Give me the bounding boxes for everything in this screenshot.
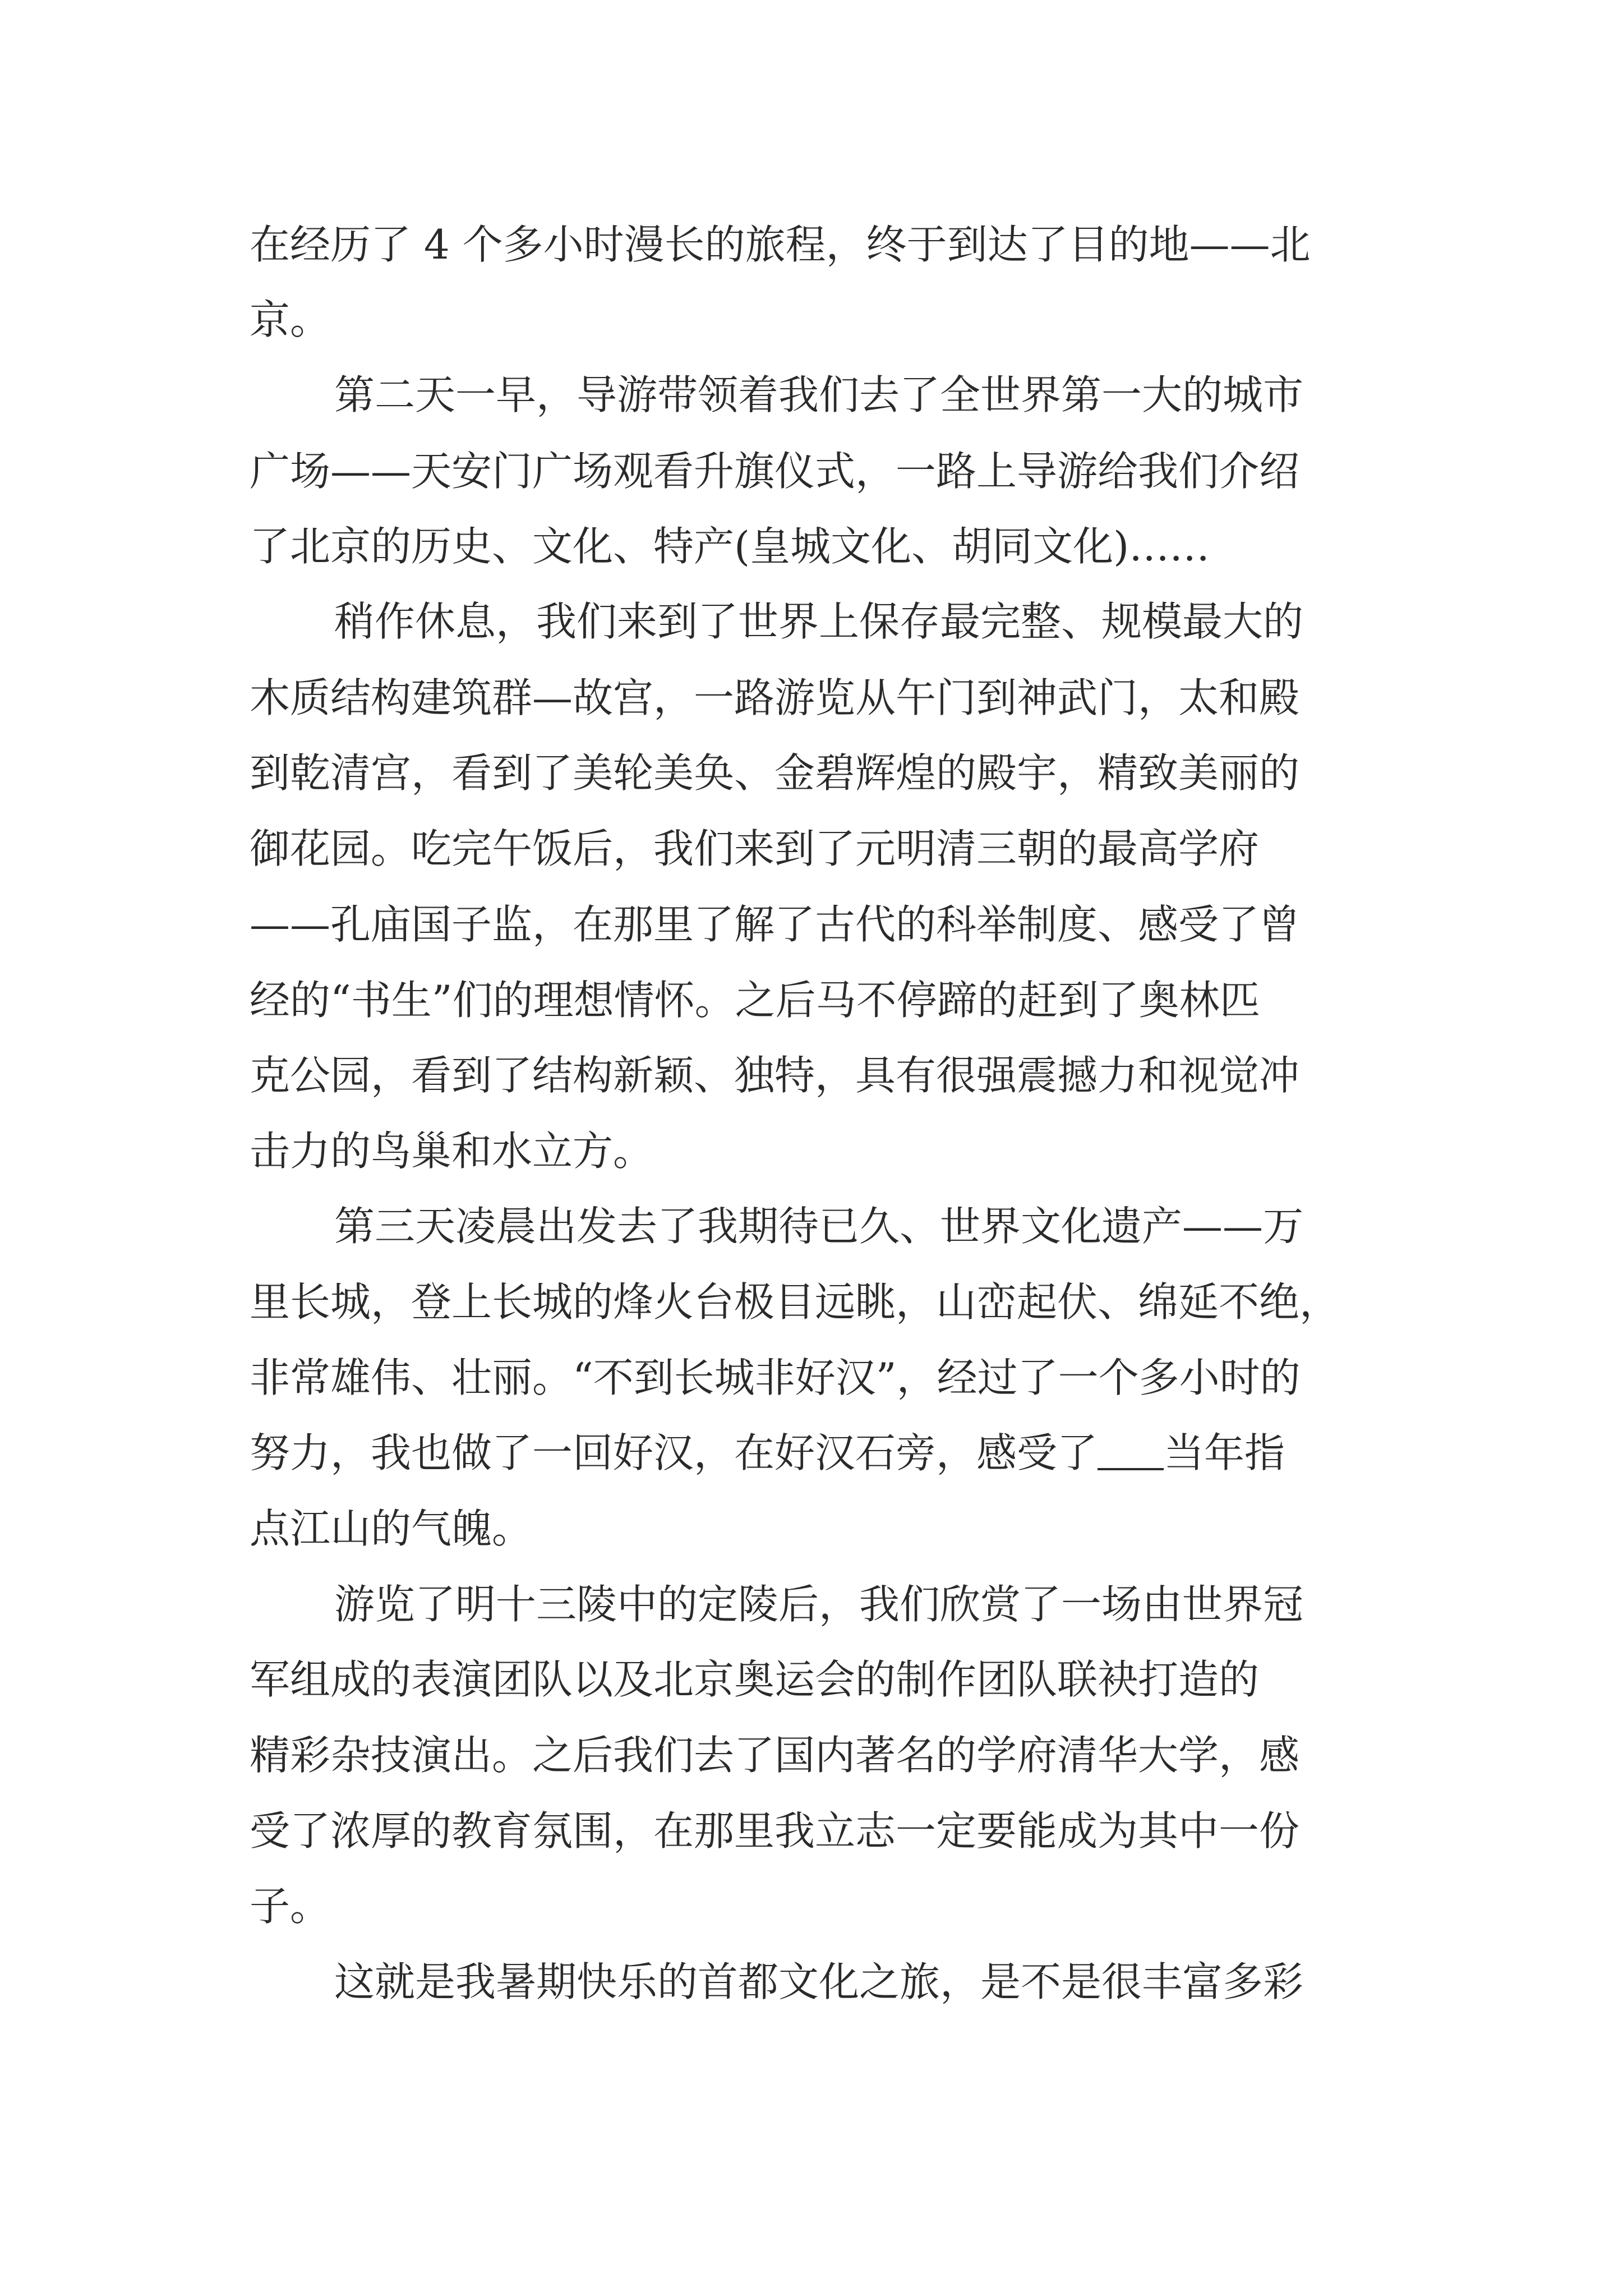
text-line: ——孔庙国子监，在那里了解了古代的科举制度、感受了曾	[250, 901, 1300, 948]
text-line: 里长城，登上长城的烽火台极目远眺，山峦起伏、绵延不绝，	[250, 1278, 1340, 1326]
text-line: 在经历了 4 个多小时漫长的旅程，终于到达了目的地——北	[250, 221, 1311, 268]
text-line: 京。	[250, 296, 331, 343]
text-line: 子。	[250, 1883, 331, 1930]
text-line-segment: 努力，我也做了一回好汉，在好汉石旁，感受了	[250, 1429, 1098, 1476]
text-line: 木质结构建筑群—故宫，一路游览从午门到神武门，太和殿	[250, 674, 1300, 721]
text-line: 广场——天安门广场观看升旗仪式，一路上导游给我们介绍	[250, 448, 1300, 495]
fill-in-blank	[1098, 1466, 1164, 1470]
text-line: 军组成的表演团队以及北京奥运会的制作团队联袂打造的	[250, 1656, 1260, 1703]
text-line: 这就是我暑期快乐的首都文化之旅，是不是很丰富多彩	[334, 1958, 1304, 2005]
text-line: 第二天一早，导游带领着我们去了全世界第一大的城市	[334, 371, 1304, 418]
text-line-segment: 当年指	[1164, 1429, 1285, 1476]
text-line: 击力的鸟巢和水立方。	[250, 1128, 654, 1175]
text-line: 稍作休息，我们来到了世界上保存最完整、规模最大的	[334, 598, 1304, 645]
text-line: 了北京的历史、文化、特产(皇城文化、胡同文化)……	[250, 523, 1210, 570]
text-line: 克公园，看到了结构新颖、独特，具有很强震撼力和视觉冲	[250, 1052, 1300, 1099]
text-line: 到乾清宫，看到了美轮美奂、金碧辉煌的殿宇，精致美丽的	[250, 749, 1300, 797]
text-line: 游览了明十三陵中的定陵后，我们欣赏了一场由世界冠	[334, 1581, 1304, 1628]
text-line: 点江山的气魄。	[250, 1505, 533, 1552]
text-line: 御花园。吃完午饭后，我们来到了元明清三朝的最高学府	[250, 825, 1260, 872]
text-line: 非常雄伟、壮丽。“不到长城非好汉”，经过了一个多小时的	[250, 1354, 1301, 1401]
text-line: 第三天凌晨出发去了我期待已久、世界文化遗产——万	[334, 1203, 1304, 1250]
text-line: 受了浓厚的教育氛围，在那里我立志一定要能成为其中一份	[250, 1807, 1300, 1855]
text-line: 经的“书生”们的理想情怀。之后马不停蹄的赶到了奥林匹	[250, 977, 1260, 1024]
text-line: 精彩杂技演出。之后我们去了国内著名的学府清华大学，感	[250, 1732, 1300, 1779]
text-line-with-blank	[250, 1419, 1285, 1487]
